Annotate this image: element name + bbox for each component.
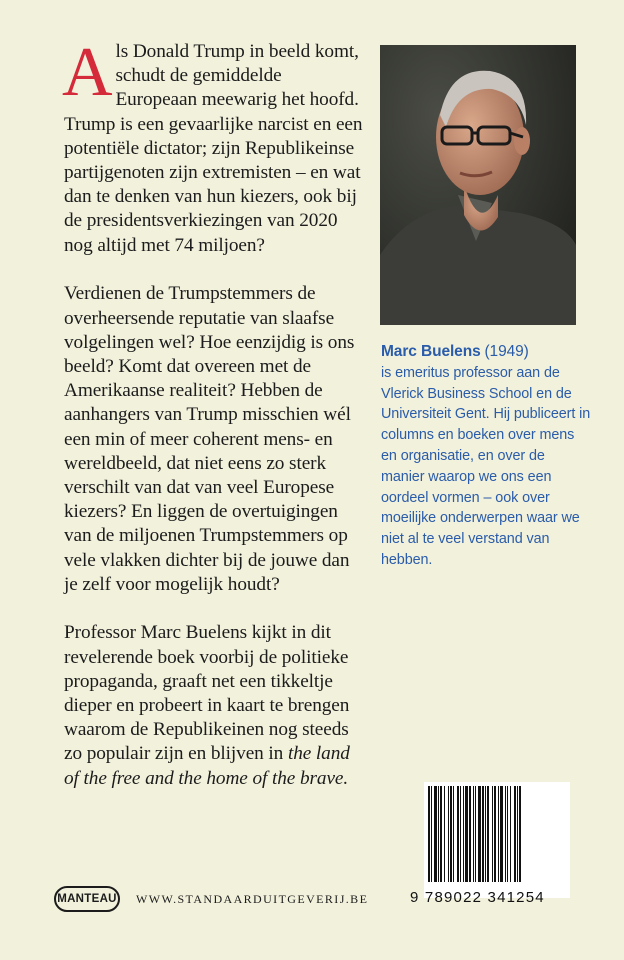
barcode-bar: [487, 786, 489, 882]
barcode-bar: [434, 786, 437, 882]
author-bio: [381, 342, 591, 571]
barcode-bar: [494, 786, 496, 882]
blurb-paragraph-1-text: ls Donald Trump in beeld komt, schudt de gemiddelde Europeaan meewarig het hoofd. Trump is een gevaarlijke narcist en een potentiële dictator; zijn Republikeinse partijgenoten zijn extremisten – en wat dan te denken van hun kiezers, ook bij de presidentsverkiezingen van 2020 nog altijd met 74 miljoen?: [64, 41, 363, 256]
barcode-bar: [473, 786, 474, 882]
drop-cap: A: [62, 34, 113, 111]
author-photo: [380, 45, 576, 325]
barcode-bar: [485, 786, 486, 882]
barcode-bar: [517, 786, 518, 882]
barcode-bar: [438, 786, 439, 882]
barcode-bar: [463, 786, 464, 882]
barcode-bar: [510, 786, 511, 882]
barcode-bar: [514, 786, 516, 882]
barcode-bar: [444, 786, 445, 882]
barcode-bar: [465, 786, 468, 882]
author-name: Marc Buelens: [381, 343, 481, 360]
barcode-bar: [519, 786, 521, 882]
barcode-bar: [460, 786, 461, 882]
barcode-bar: [500, 786, 503, 882]
author-birth-year: (1949): [484, 343, 529, 360]
blurb-paragraph-1: [62, 34, 364, 258]
author-bio-text: is emeritus professor aan de Vlerick Business School en de Universiteit Gent. Hij publiceert in columns en boeken over mens en organisatie, en over de manier waarop we ons een oordeel vormen – ook over moeilijke onderwerpen waar we niet al te veel verstand van hebben.: [381, 364, 591, 568]
blurb-paragraph-3-text: Professor Marc Buelens kijkt in dit revelerende boek voorbij de politieke propaganda, graaft net een tikkeltje dieper en probeert in kaart te brengen waarom de Republikeinen nog steeds zo populair zijn en blijven in: [64, 622, 350, 765]
barcode-bar: [457, 786, 459, 882]
isbn-barcode: [424, 782, 570, 898]
barcode-bar: [475, 786, 476, 882]
barcode-bar: [431, 786, 432, 882]
barcode-bar: [507, 786, 508, 882]
barcode-bar: [498, 786, 499, 882]
publisher-website: WWW.STANDAARDUITGEVERIJ.BE: [136, 892, 369, 906]
barcode-bar: [505, 786, 506, 882]
blurb-italic-phrase: the land of the free and the home of the brave.: [64, 743, 350, 789]
barcode-bar: [448, 786, 449, 882]
publisher-logo: MANTEAU: [54, 886, 120, 912]
back-cover-blurb: [62, 34, 364, 815]
blurb-paragraph-3: [64, 621, 364, 790]
barcode-bar: [428, 786, 430, 882]
barcode-bar: [453, 786, 454, 882]
barcode-bar: [440, 786, 442, 882]
barcode-bar: [450, 786, 452, 882]
barcode-bar: [469, 786, 471, 882]
barcode-bar: [478, 786, 481, 882]
barcode-bar: [492, 786, 493, 882]
barcode-bar: [482, 786, 484, 882]
isbn-number: 9 789022 341254: [410, 889, 545, 906]
blurb-paragraph-2: Verdienen de Trumpstemmers de overheersende reputatie van slaafse volgelingen wel? Hoe eenzijdig is ons beeld? Komt dat overeen met de Amerikaanse realiteit? Hebben de aanhangers van Trump misschien wél een min of meer coherent mens- en wereldbeeld, dat niet eens zo sterk verschilt van dat van veel Europese kiezers? En liggen de overtuigingen van de miljoenen Trumpstemmers op vele vlakken dichter bij de jouwe dan je zelf voor mogelijk houdt?: [64, 283, 355, 595]
